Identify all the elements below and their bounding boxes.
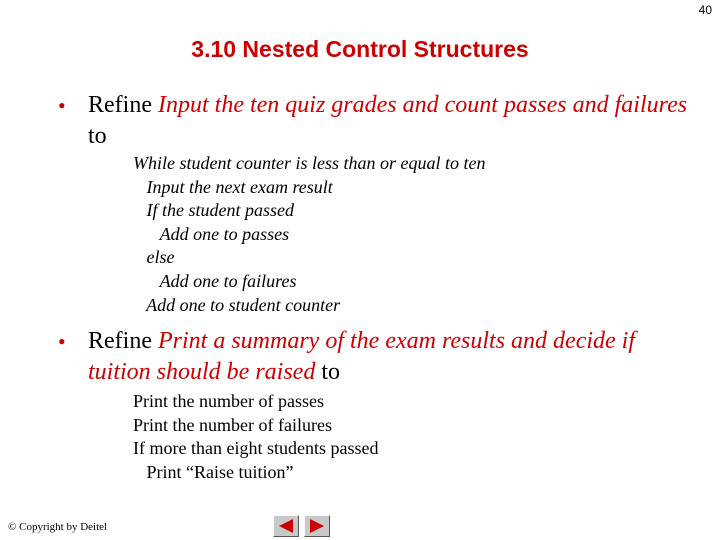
copyright-footer: © Copyright by Deitel [8,521,108,533]
bullet-mark: • [58,93,66,118]
pseudocode-line: Print the number of failures [133,414,332,435]
pseudocode-line: Add one to passes [133,223,290,244]
pseudocode-line: Add one to student counter [133,294,341,315]
pseudocode-block-2 [133,390,378,484]
pseudocode-line: else [133,247,175,268]
slide-navigation [273,515,330,537]
pseudocode-line: Print the number of passes [133,391,324,411]
pseudocode-line: While student counter is less than or equal to ten [133,153,486,173]
bullet-suffix: to [315,359,341,385]
pseudocode-block-1 [133,152,485,317]
triangle-left-icon [277,518,295,534]
pseudocode-line: Print “Raise tuition” [133,461,294,482]
pseudocode-line: Input the next exam result [133,176,333,197]
pseudocode-line: Add one to failures [133,270,297,291]
bullet-item-2 [58,326,698,388]
bullet-mark: • [58,329,66,354]
pseudocode-line: If the student passed [133,200,294,221]
bullet-text [88,90,698,152]
previous-slide-button[interactable] [273,515,299,537]
bullet-prefix: Refine [88,92,158,118]
bullet-item-1 [58,90,698,152]
bullet-prefix: Refine [88,328,158,354]
slide-title: 3.10 Nested Control Structures [191,36,529,62]
bullet-emphasis: Input the ten quiz grades and count passes and failures [157,92,688,118]
bullet-emphasis: Print a summary of the exam results and decide if tuition should be raised [88,328,636,385]
page-number: 40 [698,3,712,17]
triangle-right-icon [308,518,326,534]
bullet-suffix: to [88,123,107,149]
bullet-text [88,326,698,388]
pseudocode-line: If more than eight students passed [133,438,379,459]
next-slide-button[interactable] [304,515,330,537]
